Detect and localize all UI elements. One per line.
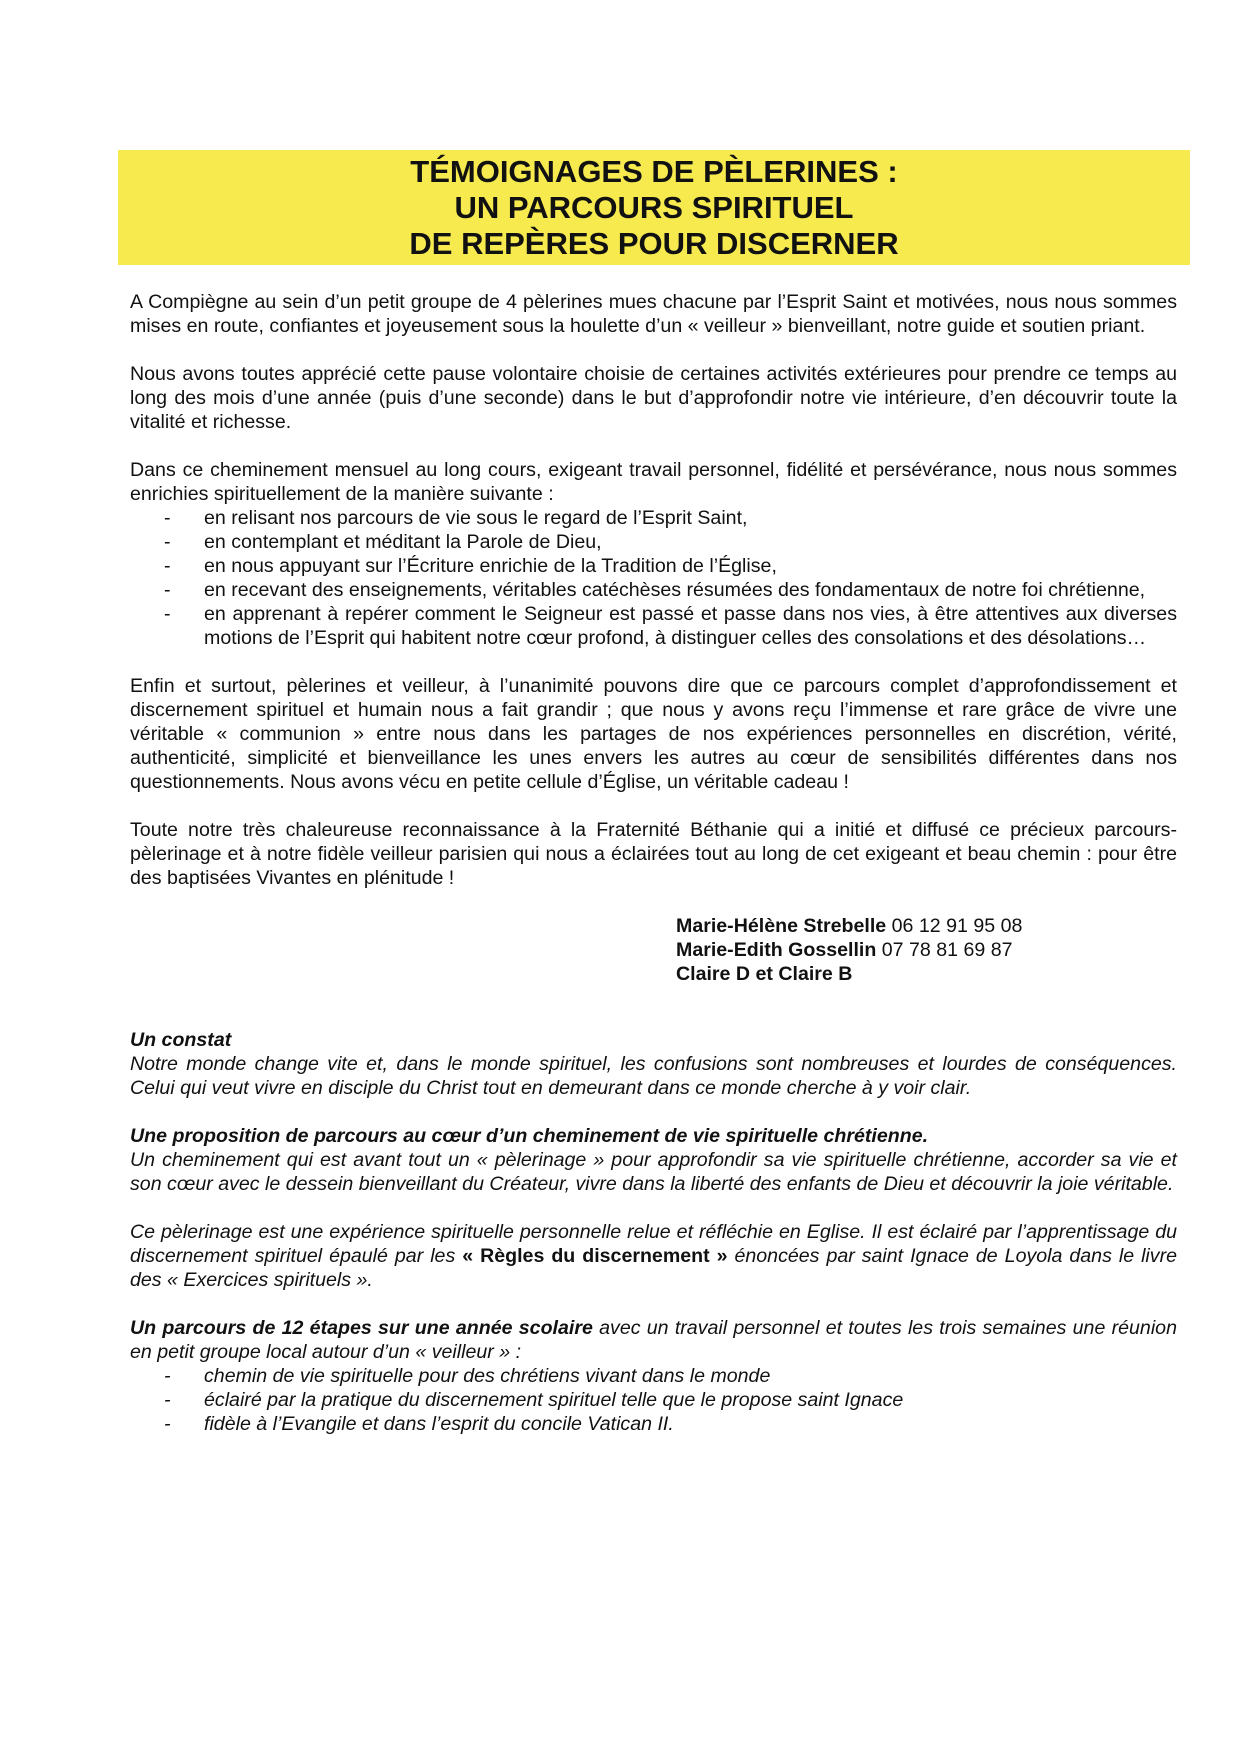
list-item <box>130 1388 1177 1412</box>
title-line-1: TÉMOIGNAGES DE PÈLERINES : <box>410 154 898 189</box>
list-item <box>130 1364 1177 1388</box>
constat-text: Notre monde change vite et, dans le monde spirituel, les confusions sont nombreuses et lourdes de conséquences. Celui qui veut vivre en disciple du Christ tout en demeurant dans ce monde cherche à y voir clair. <box>130 1053 1177 1099</box>
list-item <box>130 1412 1177 1436</box>
testimony-paragraph-5: Toute notre très chaleureuse reconnaissance à la Fraternité Béthanie qui a initié et diffusé ce précieux parcours-pèlerinage et à notre fidèle veilleur parisien qui nous a éclairées tout au long de cet exigeant et beau chemin : pour être des baptisées Vivantes en plénitude ! <box>130 819 1177 889</box>
testimony-paragraph-3: Dans ce cheminement mensuel au long cours, exigeant travail personnel, fidélité et persévérance, nous nous sommes enrichies spirituellement de la manière suivante : <box>130 459 1177 505</box>
signature-line <box>676 962 1177 986</box>
pelerinage-paragraph <box>130 1220 1177 1292</box>
parcours-text: avec un travail personnel et toutes les trois semaines une réunion en petit groupe local autour d’un « veilleur » : <box>130 1317 1177 1363</box>
list-item <box>130 554 1177 578</box>
list-item-text: fidèle à l’Evangile et dans l’esprit du concile Vatican II. <box>204 1413 674 1435</box>
parcours-heading: Un parcours de 12 étapes sur une année scolaire <box>130 1317 593 1339</box>
pelerinage-text-before: Ce pèlerinage est une expérience spirituelle personnelle relue et réfléchie en Eglise. Il est éclairé par l’apprentissage du discernement spirituel épaulé par les <box>130 1221 1177 1267</box>
signatures-block <box>676 914 1177 986</box>
regles-discernement-bold: « Règles du discernement » <box>462 1245 728 1267</box>
dash-bullet: - <box>164 507 171 529</box>
constat-heading: Un constat <box>130 1029 232 1051</box>
list-item-text: chemin de vie spirituelle pour des chrétiens vivant dans le monde <box>204 1365 771 1387</box>
dash-bullet: - <box>164 555 171 577</box>
list-item-text: en relisant nos parcours de vie sous le regard de l’Esprit Saint, <box>204 507 748 529</box>
signature-line <box>676 938 1177 962</box>
list-item <box>130 506 1177 530</box>
dash-bullet: - <box>164 531 171 553</box>
list-item <box>130 530 1177 554</box>
parcours-list <box>130 1364 1177 1436</box>
dash-bullet: - <box>164 579 171 601</box>
list-item <box>130 602 1177 650</box>
signature-name: Claire D et Claire B <box>676 963 853 985</box>
constat-section <box>130 1028 1177 1100</box>
list-item-text: en contemplant et méditant la Parole de Dieu, <box>204 531 602 553</box>
list-item-text: en apprenant à repérer comment le Seigneur est passé et passe dans nos vies, à être attentives aux diverses motions de l’Esprit qui habitent notre cœur profond, à distinguer celles des consolations et des désolations… <box>204 603 1177 649</box>
testimony-paragraph-1: A Compiègne au sein d’un petit groupe de 4 pèlerines mues chacune par l’Esprit Saint et motivées, nous nous sommes mises en route, confiantes et joyeusement sous la houlette d’un « veilleur » bienveillant, notre guide et soutien priant. <box>130 291 1177 337</box>
proposition-text: Un cheminement qui est avant tout un « pèlerinage » pour approfondir sa vie spirituelle chrétienne, accorder sa vie et son cœur avec le dessein bienveillant du Créateur, vivre dans la liberté des enfants de Dieu et découvrir la joie véritable. <box>130 1149 1177 1195</box>
title-banner <box>118 150 1190 265</box>
signature-phone: 07 78 81 69 87 <box>876 939 1013 961</box>
signature-phone: 06 12 91 95 08 <box>886 915 1023 937</box>
signature-name: Marie-Hélène Strebelle <box>676 915 887 937</box>
dash-bullet: - <box>164 1365 171 1387</box>
section-gap <box>130 986 1177 1028</box>
testimony-list <box>130 506 1177 650</box>
dash-bullet: - <box>164 1413 171 1435</box>
signature-name: Marie-Edith Gossellin <box>676 939 877 961</box>
proposition-section <box>130 1124 1177 1196</box>
list-item-text: éclairé par la pratique du discernement spirituel telle que le propose saint Ignace <box>204 1389 904 1411</box>
signature-line <box>676 914 1177 938</box>
list-item-text: en nous appuyant sur l’Écriture enrichie de la Tradition de l’Église, <box>204 555 777 577</box>
testimony-paragraph-4: Enfin et surtout, pèlerines et veilleur, à l’unanimité pouvons dire que ce parcours complet d’approfondissement et discernement spirituel et humain nous a fait grandir ; que nous y avons reçu l’immense et rare grâce de vivre une véritable « communion » entre nous dans les partages de nos expériences personnelles en discrétion, vérité, authenticité, simplicité et bienveillance les unes envers les autres au cœur de sensibilités différentes dans nos questionnements. Nous avons vécu en petite cellule d’Église, un véritable cadeau ! <box>130 675 1177 793</box>
parcours-paragraph <box>130 1316 1177 1364</box>
title-line-2: UN PARCOURS SPIRITUEL <box>454 190 854 225</box>
proposition-heading: Une proposition de parcours au cœur d’un cheminement de vie spirituelle chrétienne. <box>130 1125 929 1147</box>
title-line-3: DE REPÈRES POUR DISCERNER <box>409 226 899 261</box>
list-item <box>130 578 1177 602</box>
document-body <box>130 290 1177 1460</box>
list-item-text: en recevant des enseignements, véritables catéchèses résumées des fondamentaux de notre foi chrétienne, <box>204 579 1146 601</box>
pelerinage-text-after: énoncées par saint Ignace de Loyola dans le livre des « Exercices spirituels ». <box>130 1245 1177 1291</box>
dash-bullet: - <box>164 1389 171 1411</box>
testimony-paragraph-2: Nous avons toutes apprécié cette pause volontaire choisie de certaines activités extérieures pour prendre ce temps au long des mois d’une année (puis d’une seconde) dans le but d’approfondir notre vie intérieure, d’en découvrir toute la vitalité et richesse. <box>130 363 1177 433</box>
dash-bullet: - <box>164 603 171 625</box>
